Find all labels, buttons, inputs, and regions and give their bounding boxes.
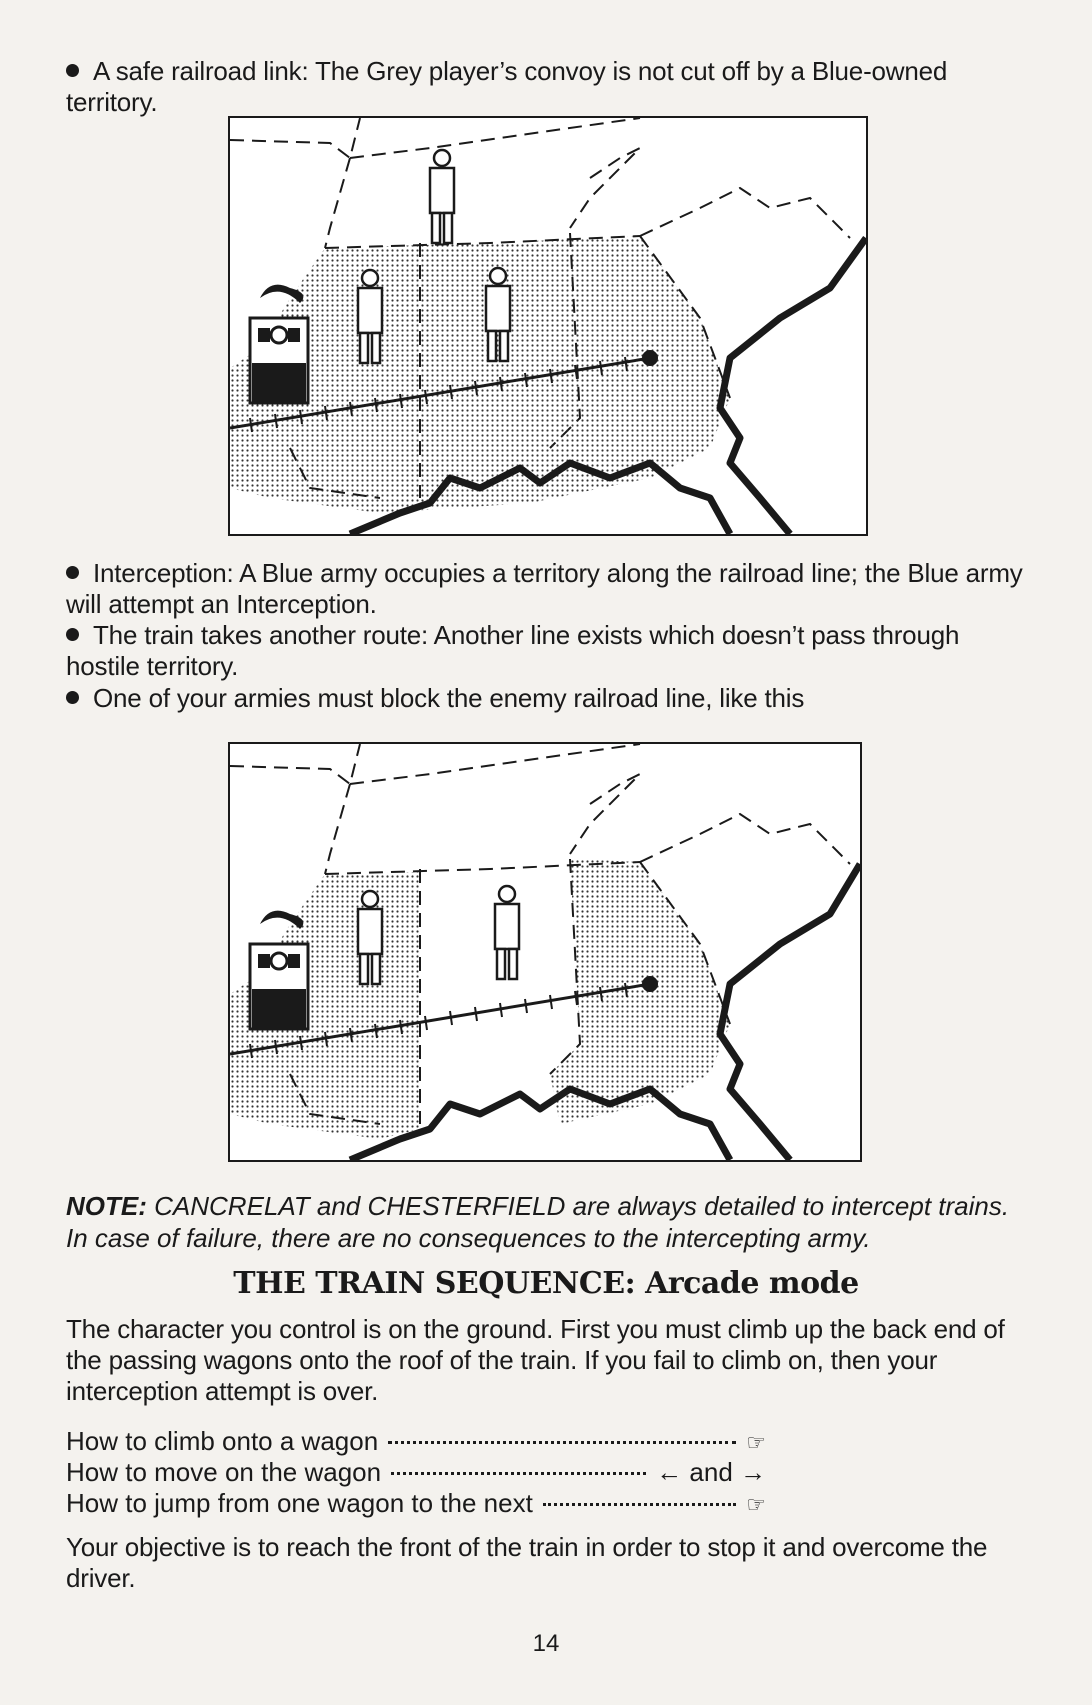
note-text: CANCRELAT and CHESTERFIELD are always detailed to intercept trains. In case of failure, there are no consequences to the intercepting army. bbox=[66, 1191, 1010, 1253]
territory-map bbox=[230, 118, 866, 534]
territory-map bbox=[230, 744, 860, 1160]
soldier-icon bbox=[430, 150, 454, 243]
pointing-hand-icon: ☞ bbox=[746, 1430, 766, 1455]
bullet-another-route: The train takes another route: Another line exists which doesn’t pass through hostile territory. bbox=[66, 620, 1026, 682]
section-heading: THE TRAIN SEQUENCE: Arcade mode bbox=[233, 1266, 859, 1301]
control-row bbox=[66, 1457, 766, 1488]
bullet-interception: Interception: A Blue army occupies a territory along the railroad line; the Blue army will attempt an Interception. bbox=[66, 558, 1026, 620]
map-figure-safe-link bbox=[228, 116, 868, 536]
objective-paragraph: Your objective is to reach the front of the train in order to stop it and overcome the driver. bbox=[66, 1532, 988, 1593]
bullet-block-line: One of your armies must block the enemy railroad line, like this bbox=[66, 683, 1026, 714]
dot-leader bbox=[543, 1503, 736, 1506]
coastline bbox=[720, 864, 860, 1160]
soldier-icon bbox=[495, 886, 519, 979]
control-label: How to move on the wagon bbox=[66, 1457, 382, 1487]
control-label: How to climb onto a wagon bbox=[66, 1426, 379, 1456]
control-row bbox=[66, 1426, 766, 1458]
dot-leader bbox=[388, 1441, 736, 1444]
note-block bbox=[66, 1190, 1026, 1254]
control-label: How to jump from one wagon to the next bbox=[66, 1488, 533, 1518]
note-label: NOTE: bbox=[66, 1191, 147, 1221]
control-row bbox=[66, 1488, 766, 1520]
intro-paragraph: The character you control is on the ground. First you must climb up the back end of the passing wagons onto the roof of the train. If you fail to climb on, then your interception attempt is over. bbox=[66, 1314, 1005, 1406]
bullet-safe-railroad: A safe railroad link: The Grey player’s convoy is not cut off by a Blue-owned territory. bbox=[66, 56, 1026, 118]
map-figure-blocked-line bbox=[228, 742, 862, 1162]
dot-leader bbox=[391, 1472, 646, 1475]
page-number: 14 bbox=[532, 1630, 560, 1657]
arrow-keys-icon: ← and → bbox=[656, 1457, 766, 1487]
pointing-hand-icon: ☞ bbox=[746, 1492, 766, 1517]
coastline bbox=[720, 238, 866, 534]
